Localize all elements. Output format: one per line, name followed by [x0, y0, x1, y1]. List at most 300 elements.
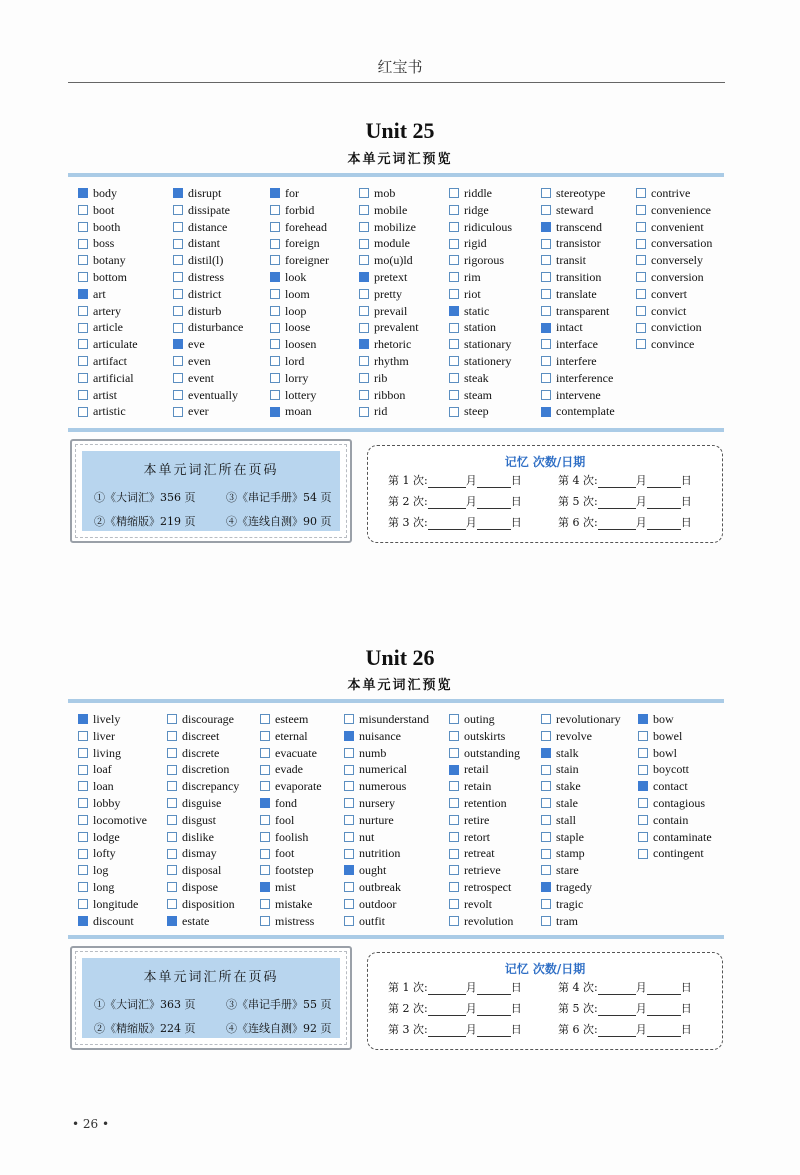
- day-blank[interactable]: [477, 497, 511, 509]
- checkbox[interactable]: [541, 239, 551, 249]
- checked-checkbox[interactable]: [449, 306, 459, 316]
- checkbox[interactable]: [541, 916, 551, 926]
- vocab-item: [173, 269, 243, 286]
- month-blank[interactable]: [428, 1025, 466, 1037]
- checkbox[interactable]: [449, 865, 459, 875]
- month-blank[interactable]: [598, 518, 636, 530]
- vocab-item: [78, 202, 138, 219]
- checkbox[interactable]: [449, 832, 459, 842]
- checkbox[interactable]: [78, 239, 88, 249]
- month-blank[interactable]: [428, 476, 466, 488]
- month-blank[interactable]: [428, 1004, 466, 1016]
- checkbox[interactable]: [449, 731, 459, 741]
- checkbox[interactable]: [449, 239, 459, 249]
- checked-checkbox[interactable]: [541, 882, 551, 892]
- checked-checkbox[interactable]: [270, 188, 280, 198]
- month-label: 月: [465, 1002, 477, 1015]
- vocab-item: [167, 845, 239, 862]
- reference-item: ①《大词汇》356 页: [94, 491, 196, 504]
- day-blank[interactable]: [477, 983, 511, 995]
- month-blank[interactable]: [428, 983, 466, 995]
- vocab-column: [541, 711, 621, 929]
- vocab-item: [167, 795, 239, 812]
- vocab-item: [541, 812, 621, 829]
- vocab-item: [541, 913, 621, 930]
- checkbox[interactable]: [449, 356, 459, 366]
- checked-checkbox[interactable]: [173, 339, 183, 349]
- vocab-item: [636, 185, 712, 202]
- vocab-word: ridge: [464, 202, 489, 217]
- checkbox[interactable]: [359, 407, 369, 417]
- vocab-word: discrete: [182, 745, 220, 760]
- checkbox[interactable]: [638, 798, 648, 808]
- checkbox[interactable]: [541, 731, 551, 741]
- checkbox[interactable]: [449, 323, 459, 333]
- checkbox[interactable]: [541, 272, 551, 282]
- checkbox[interactable]: [344, 714, 354, 724]
- checkbox[interactable]: [260, 849, 270, 859]
- vocab-item: [270, 370, 329, 387]
- vocab-item: [344, 761, 429, 778]
- checkbox[interactable]: [344, 899, 354, 909]
- vocab-item: [173, 370, 243, 387]
- checkbox[interactable]: [359, 205, 369, 215]
- checkbox[interactable]: [173, 272, 183, 282]
- vocab-item: [541, 303, 615, 320]
- month-blank[interactable]: [598, 1025, 636, 1037]
- checkbox[interactable]: [78, 339, 88, 349]
- checkbox[interactable]: [449, 714, 459, 724]
- checkbox[interactable]: [359, 255, 369, 265]
- vocab-word: disposal: [182, 863, 222, 878]
- memory-log-box: [367, 445, 723, 543]
- checkbox[interactable]: [270, 255, 280, 265]
- checkbox[interactable]: [638, 765, 648, 775]
- vocab-item: [449, 845, 520, 862]
- day-blank[interactable]: [477, 1025, 511, 1037]
- checkbox[interactable]: [344, 916, 354, 926]
- checked-checkbox[interactable]: [638, 781, 648, 791]
- checkbox[interactable]: [167, 815, 177, 825]
- vocab-word: loan: [93, 779, 114, 794]
- checkbox[interactable]: [78, 865, 88, 875]
- checked-checkbox[interactable]: [541, 748, 551, 758]
- vocab-item: [359, 370, 419, 387]
- vocab-item: [636, 319, 712, 336]
- checkbox[interactable]: [449, 188, 459, 198]
- vocab-item: [541, 845, 621, 862]
- checkbox[interactable]: [78, 731, 88, 741]
- checkbox[interactable]: [449, 899, 459, 909]
- vocab-word: steward: [556, 202, 594, 217]
- checkbox[interactable]: [541, 205, 551, 215]
- checkbox[interactable]: [636, 323, 646, 333]
- checked-checkbox[interactable]: [359, 272, 369, 282]
- checked-checkbox[interactable]: [449, 765, 459, 775]
- day-blank[interactable]: [647, 983, 681, 995]
- vocab-word: outbreak: [359, 879, 401, 894]
- checkbox[interactable]: [449, 781, 459, 791]
- checkbox[interactable]: [449, 272, 459, 282]
- checkbox[interactable]: [78, 205, 88, 215]
- vocab-column: [359, 185, 419, 420]
- checkbox[interactable]: [344, 849, 354, 859]
- checked-checkbox[interactable]: [344, 865, 354, 875]
- checkbox[interactable]: [167, 899, 177, 909]
- day-blank[interactable]: [647, 1025, 681, 1037]
- vocab-word: discretion: [182, 762, 230, 777]
- day-label: 日: [680, 1023, 692, 1036]
- checked-checkbox[interactable]: [359, 339, 369, 349]
- checkbox[interactable]: [636, 205, 646, 215]
- checked-checkbox[interactable]: [78, 916, 88, 926]
- checkbox[interactable]: [541, 849, 551, 859]
- vocab-item: [167, 761, 239, 778]
- checkbox[interactable]: [359, 356, 369, 366]
- reference-item: ②《精缩版》219 页: [94, 515, 196, 528]
- checkbox[interactable]: [541, 832, 551, 842]
- checkbox[interactable]: [449, 798, 459, 808]
- checkbox[interactable]: [270, 239, 280, 249]
- checkbox[interactable]: [344, 882, 354, 892]
- day-blank[interactable]: [647, 518, 681, 530]
- checkbox[interactable]: [541, 289, 551, 299]
- vocab-item: [173, 185, 243, 202]
- checked-checkbox[interactable]: [260, 798, 270, 808]
- checkbox[interactable]: [270, 390, 280, 400]
- month-label: 月: [635, 981, 647, 994]
- vocab-item: [78, 353, 138, 370]
- checked-checkbox[interactable]: [173, 188, 183, 198]
- checkbox[interactable]: [636, 272, 646, 282]
- month-label: 月: [465, 474, 477, 487]
- checkbox[interactable]: [359, 390, 369, 400]
- checkbox[interactable]: [449, 748, 459, 758]
- checkbox[interactable]: [78, 323, 88, 333]
- memory-attempt-label: 第 1 次:: [388, 981, 428, 994]
- day-blank[interactable]: [647, 497, 681, 509]
- checkbox[interactable]: [78, 390, 88, 400]
- checkbox[interactable]: [638, 849, 648, 859]
- checkbox[interactable]: [636, 339, 646, 349]
- vocab-item: [449, 202, 512, 219]
- vocab-item: [260, 778, 322, 795]
- checkbox[interactable]: [78, 222, 88, 232]
- month-blank[interactable]: [598, 983, 636, 995]
- checkbox[interactable]: [270, 289, 280, 299]
- vocab-word: numb: [359, 745, 387, 760]
- vocab-item: [359, 319, 419, 336]
- vocab-word: stain: [556, 762, 579, 777]
- vocab-item: [449, 403, 512, 420]
- vocab-word: body: [93, 186, 117, 200]
- vocab-item: [638, 761, 712, 778]
- vocab-item: [78, 235, 138, 252]
- vocab-item: [344, 795, 429, 812]
- month-blank[interactable]: [598, 497, 636, 509]
- day-label: 日: [680, 1002, 692, 1015]
- checkbox[interactable]: [260, 899, 270, 909]
- vocab-item: [260, 728, 322, 745]
- checkbox[interactable]: [636, 289, 646, 299]
- checkbox[interactable]: [449, 205, 459, 215]
- checkbox[interactable]: [541, 255, 551, 265]
- vocab-word: stake: [556, 779, 581, 794]
- checkbox[interactable]: [638, 815, 648, 825]
- checkbox[interactable]: [541, 390, 551, 400]
- checkbox[interactable]: [260, 748, 270, 758]
- checkbox[interactable]: [173, 289, 183, 299]
- vocab-item: [359, 202, 419, 219]
- day-label: 日: [680, 981, 692, 994]
- checkbox[interactable]: [449, 222, 459, 232]
- vocab-item: [167, 711, 239, 728]
- vocab-item: [167, 862, 239, 879]
- checkbox[interactable]: [173, 306, 183, 316]
- day-label: 日: [510, 474, 522, 487]
- vocab-word: lord: [285, 353, 305, 368]
- vocab-item: [636, 252, 712, 269]
- checked-checkbox[interactable]: [541, 407, 551, 417]
- checkbox[interactable]: [167, 714, 177, 724]
- checkbox[interactable]: [78, 407, 88, 417]
- month-label: 月: [635, 1023, 647, 1036]
- checkbox[interactable]: [449, 390, 459, 400]
- checkbox[interactable]: [636, 222, 646, 232]
- checkbox[interactable]: [541, 714, 551, 724]
- checkbox[interactable]: [270, 373, 280, 383]
- checked-checkbox[interactable]: [78, 289, 88, 299]
- vocab-item: [78, 745, 147, 762]
- checkbox[interactable]: [260, 765, 270, 775]
- checkbox[interactable]: [78, 882, 88, 892]
- bottom-band: [68, 935, 724, 939]
- memory-attempt-label: 第 6 次:: [558, 516, 598, 529]
- day-blank[interactable]: [647, 1004, 681, 1016]
- checkbox[interactable]: [78, 832, 88, 842]
- checkbox[interactable]: [359, 373, 369, 383]
- checkbox[interactable]: [78, 849, 88, 859]
- vocab-word: ever: [188, 404, 209, 419]
- checkbox[interactable]: [541, 798, 551, 808]
- checkbox[interactable]: [449, 339, 459, 349]
- checkbox[interactable]: [78, 781, 88, 791]
- day-blank[interactable]: [647, 476, 681, 488]
- checkbox[interactable]: [78, 748, 88, 758]
- checkbox[interactable]: [344, 781, 354, 791]
- checkbox[interactable]: [638, 832, 648, 842]
- checkbox[interactable]: [636, 188, 646, 198]
- checked-checkbox[interactable]: [270, 272, 280, 282]
- memory-attempt-label: 第 1 次:: [388, 474, 428, 487]
- checkbox[interactable]: [359, 239, 369, 249]
- checkbox[interactable]: [167, 765, 177, 775]
- checkbox[interactable]: [167, 798, 177, 808]
- checkbox[interactable]: [78, 815, 88, 825]
- vocab-item: [636, 219, 712, 236]
- checkbox[interactable]: [167, 832, 177, 842]
- checkbox[interactable]: [541, 306, 551, 316]
- checkbox[interactable]: [270, 323, 280, 333]
- vocab-word: retreat: [464, 846, 495, 861]
- vocab-word: longitude: [93, 896, 139, 911]
- checkbox[interactable]: [260, 781, 270, 791]
- checkbox[interactable]: [173, 205, 183, 215]
- checkbox[interactable]: [449, 882, 459, 892]
- vocab-item: [541, 728, 621, 745]
- checkbox[interactable]: [541, 899, 551, 909]
- checkbox[interactable]: [78, 356, 88, 366]
- vocab-item: [449, 829, 520, 846]
- checkbox[interactable]: [638, 748, 648, 758]
- checkbox[interactable]: [260, 815, 270, 825]
- checkbox[interactable]: [359, 323, 369, 333]
- checkbox[interactable]: [173, 407, 183, 417]
- checkbox[interactable]: [173, 222, 183, 232]
- month-blank[interactable]: [428, 497, 466, 509]
- checkbox[interactable]: [78, 272, 88, 282]
- vocab-word: convenient: [651, 219, 704, 234]
- vocab-word: ought: [359, 863, 387, 878]
- checkbox[interactable]: [167, 748, 177, 758]
- checkbox[interactable]: [541, 781, 551, 791]
- checkbox[interactable]: [541, 356, 551, 366]
- day-blank[interactable]: [477, 1004, 511, 1016]
- checked-checkbox[interactable]: [270, 407, 280, 417]
- checked-checkbox[interactable]: [344, 731, 354, 741]
- checkbox[interactable]: [260, 714, 270, 724]
- checkbox[interactable]: [78, 798, 88, 808]
- reference-item: ④《连线自测》90 页: [226, 515, 332, 528]
- vocab-item: [260, 711, 322, 728]
- checkbox[interactable]: [167, 731, 177, 741]
- checkbox[interactable]: [449, 289, 459, 299]
- memory-log-row: [388, 979, 702, 995]
- checkbox[interactable]: [167, 781, 177, 791]
- checkbox[interactable]: [344, 815, 354, 825]
- vocab-word: log: [93, 863, 109, 878]
- checked-checkbox[interactable]: [78, 714, 88, 724]
- vocab-item: [270, 353, 329, 370]
- checkbox[interactable]: [78, 373, 88, 383]
- checkbox[interactable]: [270, 356, 280, 366]
- checkbox[interactable]: [173, 373, 183, 383]
- vocab-word: bowel: [653, 728, 683, 743]
- checkbox[interactable]: [636, 306, 646, 316]
- checkbox[interactable]: [78, 765, 88, 775]
- vocab-word: discreet: [182, 728, 220, 743]
- checkbox[interactable]: [636, 255, 646, 265]
- vocab-word: nutrition: [359, 846, 401, 861]
- checkbox[interactable]: [270, 222, 280, 232]
- checkbox[interactable]: [173, 239, 183, 249]
- checked-checkbox[interactable]: [541, 222, 551, 232]
- checkbox[interactable]: [359, 188, 369, 198]
- checkbox[interactable]: [173, 255, 183, 265]
- checked-checkbox[interactable]: [167, 916, 177, 926]
- checked-checkbox[interactable]: [260, 882, 270, 892]
- checkbox[interactable]: [359, 289, 369, 299]
- vocab-item: [359, 269, 419, 286]
- checkbox[interactable]: [449, 849, 459, 859]
- checkbox[interactable]: [260, 865, 270, 875]
- checkbox[interactable]: [173, 323, 183, 333]
- checkbox[interactable]: [541, 373, 551, 383]
- checkbox[interactable]: [344, 748, 354, 758]
- checkbox[interactable]: [541, 865, 551, 875]
- checkbox[interactable]: [167, 849, 177, 859]
- vocab-word: interference: [556, 370, 614, 385]
- checked-checkbox[interactable]: [638, 714, 648, 724]
- checkbox[interactable]: [449, 407, 459, 417]
- day-blank[interactable]: [477, 518, 511, 530]
- month-blank[interactable]: [598, 1004, 636, 1016]
- memory-attempt-label: 第 2 次:: [388, 495, 428, 508]
- vocab-word: discrepancy: [182, 779, 240, 794]
- checked-checkbox[interactable]: [541, 323, 551, 333]
- checkbox[interactable]: [449, 815, 459, 825]
- checkbox[interactable]: [449, 373, 459, 383]
- vocab-word: dislike: [182, 829, 214, 844]
- vocab-word: for: [285, 186, 299, 200]
- vocab-word: discourage: [182, 712, 234, 726]
- checkbox[interactable]: [78, 306, 88, 316]
- checkbox[interactable]: [260, 832, 270, 842]
- checkbox[interactable]: [449, 255, 459, 265]
- checkbox[interactable]: [270, 339, 280, 349]
- month-blank[interactable]: [428, 518, 466, 530]
- checkbox[interactable]: [449, 916, 459, 926]
- checkbox[interactable]: [167, 882, 177, 892]
- checkbox[interactable]: [270, 306, 280, 316]
- checkbox[interactable]: [541, 765, 551, 775]
- checkbox[interactable]: [344, 765, 354, 775]
- checkbox[interactable]: [541, 339, 551, 349]
- checkbox[interactable]: [638, 731, 648, 741]
- checkbox[interactable]: [270, 205, 280, 215]
- vocab-item: [78, 303, 138, 320]
- vocab-word: foolish: [275, 829, 309, 844]
- checkbox[interactable]: [541, 815, 551, 825]
- checkbox[interactable]: [173, 390, 183, 400]
- vocab-word: disgust: [182, 812, 217, 827]
- checkbox[interactable]: [541, 188, 551, 198]
- vocab-word: nut: [359, 829, 375, 844]
- checkbox[interactable]: [260, 731, 270, 741]
- checkbox[interactable]: [344, 798, 354, 808]
- checkbox[interactable]: [359, 306, 369, 316]
- checked-checkbox[interactable]: [78, 188, 88, 198]
- day-blank[interactable]: [477, 476, 511, 488]
- checkbox[interactable]: [260, 916, 270, 926]
- checkbox[interactable]: [78, 255, 88, 265]
- checkbox[interactable]: [636, 239, 646, 249]
- vocab-item: [167, 778, 239, 795]
- month-blank[interactable]: [598, 476, 636, 488]
- vocab-item: [260, 862, 322, 879]
- checkbox[interactable]: [344, 832, 354, 842]
- vocab-word: mist: [275, 879, 296, 894]
- checkbox[interactable]: [78, 899, 88, 909]
- vocab-word: contain: [653, 812, 689, 827]
- vocab-item: [359, 235, 419, 252]
- checkbox[interactable]: [173, 356, 183, 366]
- checkbox[interactable]: [167, 865, 177, 875]
- vocab-word: discount: [93, 913, 134, 928]
- checkbox[interactable]: [359, 222, 369, 232]
- vocab-item: [78, 829, 147, 846]
- vocab-word: boycott: [653, 762, 689, 777]
